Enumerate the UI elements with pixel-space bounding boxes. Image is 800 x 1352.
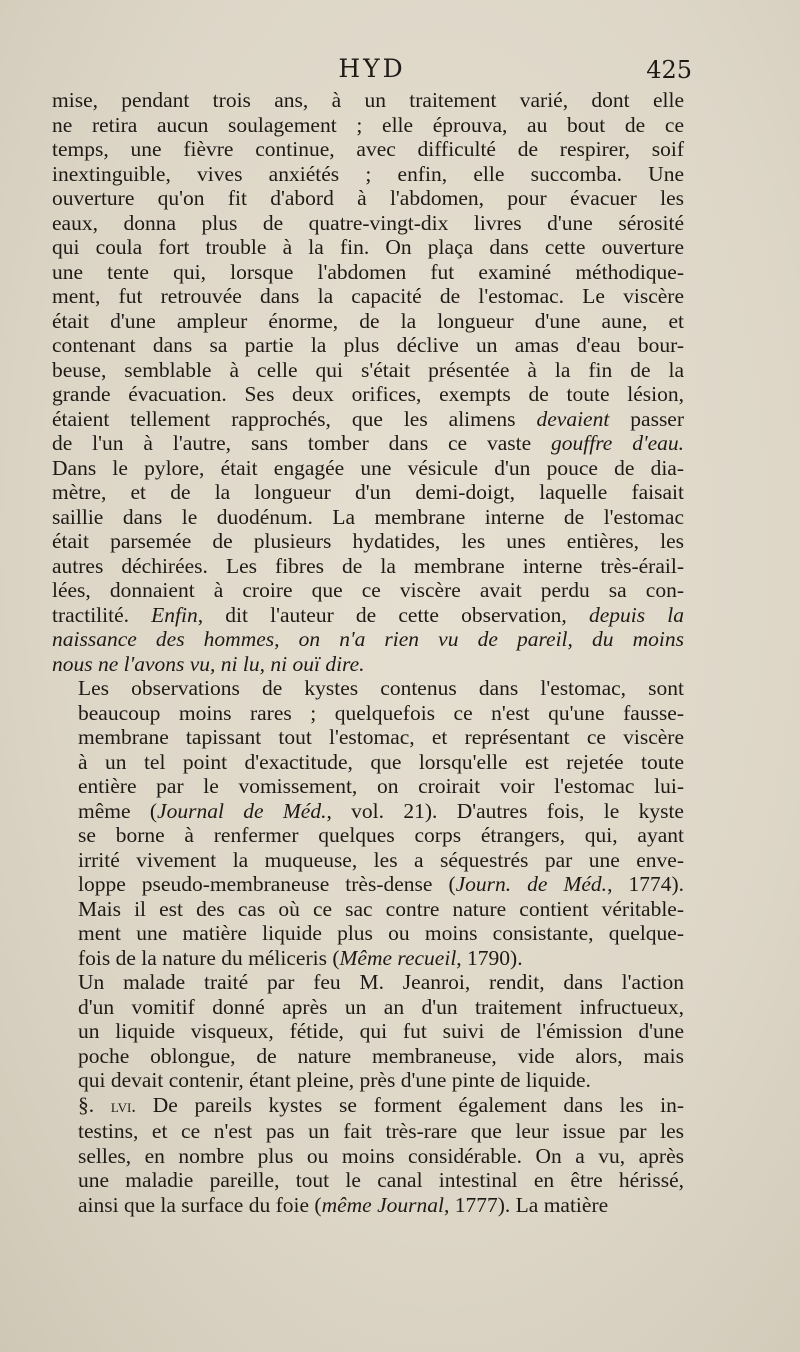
text-line [52,1093,684,1120]
italic-text: gouffre d'eau. [551,431,684,455]
body-text [52,88,684,1217]
text-run: à un tel point d'exactitude, que lorsqu'elle est rejetée toute [78,749,684,774]
italic-text: même Journal [321,1192,444,1217]
text-line [52,1044,684,1069]
italic-text: Enfin [151,602,198,627]
text-line [52,970,684,995]
text-run: , vol. 21). D'autres fois, le kyste [326,798,684,823]
text-run: De pareils kystes se forment également dans les in- [136,1092,684,1117]
text-line [52,382,684,407]
text-line [52,946,684,971]
text-run: autres déchirées. Les fibres de la membrane interne très-érail- [52,553,684,578]
text-run: ment, fut retrouvée dans la capacité de l'estomac. Le viscère [52,284,684,308]
italic-text: naissance des hommes, on n'a rien vu de pareil, du moins [52,627,684,651]
text-run: qui coula fort trouble à la fin. On plaça dans cette ouverture [52,235,684,259]
text-run: Dans le pylore, était engagée une vésicule d'un pouce de dia- [52,455,684,480]
text-run: contenant dans sa partie la plus déclive un amas d'eau bour- [52,333,684,357]
text-run: temps, une fièvre continue, avec difficulté de respirer, soif [52,137,684,161]
text-line [52,505,684,530]
text-run: , 1774). [607,872,684,896]
text-run: était parsemée de plusieurs hydatides, les unes entières, les [52,529,684,553]
text-run: inextinguible, vives anxiétés ; enfin, elle succomba. Une [52,161,684,186]
text-run: eaux, donna plus de quatre-vingt-dix livres d'une sérosité [52,210,684,235]
text-line [52,88,684,113]
text-run: d'un vomitif donné après un an d'un traitement infructueux, [78,994,684,1019]
italic-text: Même recueil [339,945,457,970]
text-line [52,603,684,628]
text-run: ouverture qu'on fit d'abord à l'abdomen, pour évacuer les [52,186,684,210]
text-line [52,407,684,432]
text-line [52,921,684,946]
text-run: , 1790). [456,945,523,970]
page-number: 425 [646,56,692,84]
text-line [52,1193,684,1218]
text-line [52,284,684,309]
text-run: beuse, semblable à celle qui s'était présentée à la fin de la [52,357,684,382]
italic-text: Journal de Méd. [157,798,327,823]
text-run: irrité vivement la muqueuse, les a séquestrés par une enve- [78,847,684,872]
text-line [52,309,684,334]
text-line [52,1144,684,1169]
text-line [52,431,684,456]
italic-text: nous ne l'avons vu, ni lu, ni ouï dire. [52,651,365,676]
text-run: grande évacuation. Ses deux orifices, exempts de toute lésion, [52,382,684,406]
paragraph [52,970,684,1093]
paragraph [52,1093,684,1218]
text-line [52,872,684,897]
text-line [52,799,684,824]
text-line [52,358,684,383]
text-line [52,260,684,285]
text-line [52,995,684,1020]
text-line [52,529,684,554]
text-line [52,823,684,848]
text-run: beaucoup moins rares ; quelquefois ce n'est qu'une fausse- [78,700,684,725]
text-line [52,211,684,236]
text-run: poche oblongue, de nature membraneuse, vide alors, mais [78,1043,684,1068]
text-line [52,701,684,726]
text-run: selles, en nombre plus ou moins considérable. On a vu, après [78,1143,684,1168]
text-run: fois de la nature du méliceris ( [78,945,340,970]
text-run: saillie dans le duodénum. La membrane interne de l'estomac [52,504,684,529]
text-line [52,1119,684,1144]
text-run: loppe pseudo-membraneuse très-dense ( [78,872,456,896]
text-run: lvi. [110,1095,137,1117]
text-run: une tente qui, lorsque l'abdomen fut examiné méthodique- [52,259,684,284]
paragraph [52,88,684,676]
text-line [52,137,684,162]
italic-text: devaient [536,406,610,431]
text-run: §. [78,1092,111,1117]
text-run: entière par le vomissement, on croirait voir l'estomac lui- [78,774,684,798]
text-run: étaient tellement rapprochés, que les alimens [52,406,537,431]
text-run: ment une matière liquide plus ou moins consistante, quelque- [78,921,684,945]
text-line [52,652,684,677]
italic-text: depuis la [588,602,684,627]
italic-text: Journ. de Méd. [455,872,608,896]
text-run: ainsi que la surface du foie ( [78,1192,322,1217]
text-line [52,848,684,873]
text-run: Mais il est des cas où ce sac contre nature contient véritable- [78,896,684,921]
text-run: Les observations de kystes contenus dans l'estomac, sont [78,676,684,700]
text-line [52,186,684,211]
text-line [52,897,684,922]
text-run: lées, donnaient à croire que ce viscère avait perdu sa con- [52,578,684,602]
running-head: HYD [338,54,406,83]
text-line [52,333,684,358]
paragraph [52,676,684,970]
text-line [52,1019,684,1044]
text-run: était d'une ampleur énorme, de la longueur d'une aune, et [52,308,684,333]
text-line [52,750,684,775]
text-line [52,578,684,603]
text-line [52,774,684,799]
text-run: se borne à renfermer quelques corps étrangers, qui, ayant [78,823,684,847]
text-line [52,456,684,481]
text-line [52,235,684,260]
text-run: testins, et ce n'est pas un fait très-rare que leur issue par les [78,1119,684,1143]
text-run: tractilité. [52,602,152,627]
text-line [52,676,684,701]
text-line [52,113,684,138]
text-run: membrane tapissant tout l'estomac, et représentant ce viscère [78,725,684,749]
text-run: une maladie pareille, tout le canal intestinal en être hérissé, [78,1168,684,1192]
text-line [52,162,684,187]
text-run: qui devait contenir, étant pleine, près d'une pinte de liquide. [78,1068,591,1092]
text-line [52,627,684,652]
text-line [52,725,684,750]
text-run: un liquide visqueux, fétide, qui fut suivi de l'émission d'une [78,1019,684,1043]
text-run: passer [609,406,685,431]
text-run: de l'un à l'autre, sans tomber dans ce vaste [52,431,552,455]
text-line [52,1168,684,1193]
text-line [52,1068,684,1093]
text-run: Un malade traité par feu M. Jeanroi, rendit, dans l'action [78,970,684,994]
text-line [52,480,684,505]
text-run: mise, pendant trois ans, à un traitement varié, dont elle [52,88,684,112]
text-run: ne retira aucun soulagement ; elle éprouva, au bout de ce [52,112,684,137]
text-run: , dit l'auteur de cette observation, [197,602,589,627]
text-run: , 1777). La matière [443,1192,609,1217]
text-run: même ( [78,798,158,823]
page-header [52,54,692,88]
text-line [52,554,684,579]
text-run: mètre, et de la longueur d'un demi-doigt, laquelle faisait [52,480,684,504]
